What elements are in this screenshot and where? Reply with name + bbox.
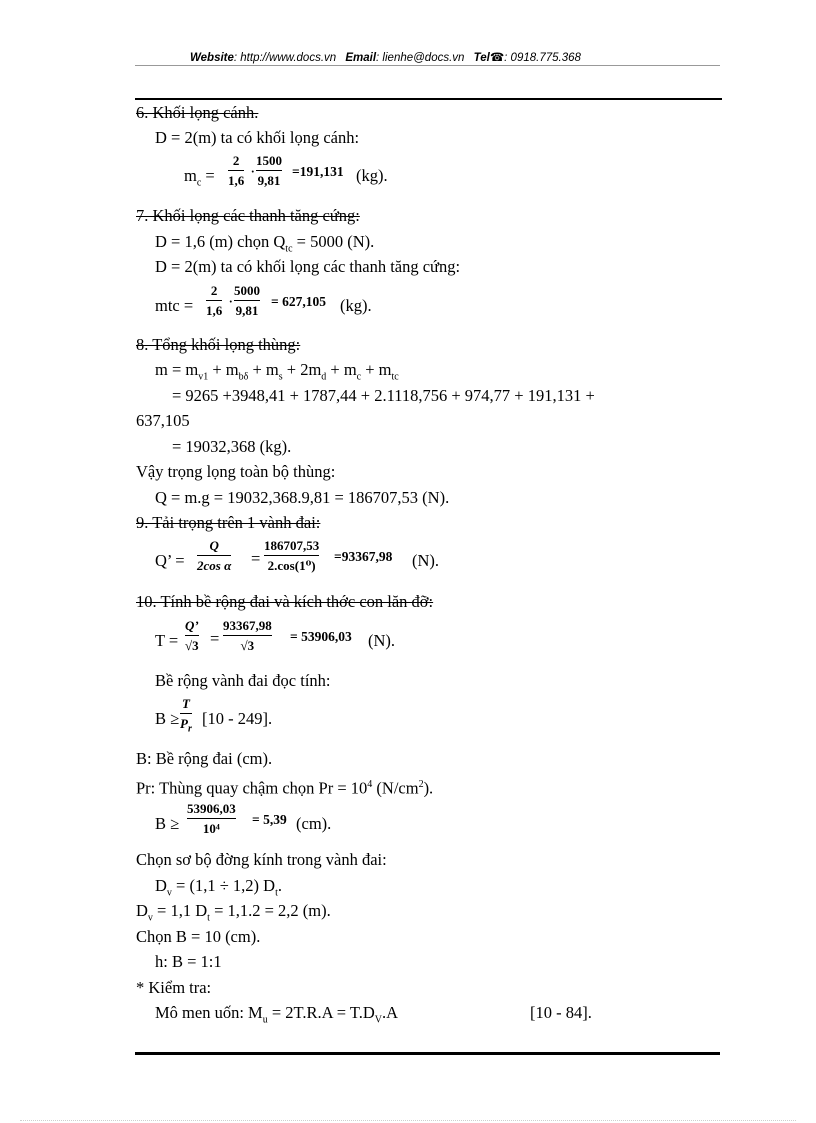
formula-b-ineq-frac: T $P_r$ xyxy=(180,696,192,735)
section-7-line-1: D = 1,6 (m) chọn $Q_{tc} = 5000$ (N). xyxy=(155,232,375,255)
section-8-heading: 8. Tổng khối lọng thùng: xyxy=(136,335,301,354)
formula-t-lhs: T = xyxy=(155,631,179,650)
formula-q-lhs: Q’ = xyxy=(155,551,185,570)
formula-mc-result: =191,131 xyxy=(292,164,344,179)
website-label: Website xyxy=(190,52,234,64)
formula-mtc-frac2: 5000 9,81 xyxy=(234,283,260,318)
section-10-ratio: h: B = 1:1 xyxy=(155,952,222,971)
page-header xyxy=(190,50,581,64)
formula-t-frac2: 93367,98 √3 xyxy=(223,618,272,653)
formula-q-result: =93367,98 xyxy=(334,549,393,564)
section-6-line: D = 2(m) ta có khối lọng cánh: xyxy=(155,128,360,147)
section-10-diameter-intro: Chọn sơ bộ đờng kính trong vành đai: xyxy=(136,850,387,869)
section-10-width-intro: Bề rộng vành đai đọc tính: xyxy=(155,671,331,690)
section-9-heading: 9. Tải trọng trên 1 vành đai: xyxy=(136,513,321,532)
formula-q-unit: (N). xyxy=(412,551,440,570)
section-10-b-def: B: Bề rộng đai (cm). xyxy=(136,749,273,768)
website-value: : http://www.docs.vn xyxy=(233,52,337,64)
section-8-values: = 9265 +3948,41 + 1787,44 + 2.1118,756 + 974,77 + 191,131 + xyxy=(172,386,595,405)
footer-rule xyxy=(135,1052,720,1055)
formula-mc-unit: (kg). xyxy=(356,166,388,185)
section-8-total: = 19032,368 (kg). xyxy=(172,437,292,456)
formula-t-eq: = xyxy=(210,629,220,648)
formula-mtc-dot: · xyxy=(228,292,234,311)
formula-b-val-result: = 5,39 xyxy=(252,812,287,827)
formula-t-result: = 53906,03 xyxy=(290,629,352,644)
section-10-dv-value: $D_v = 1,1$ $D_t = 1,1.2 = 2,2$ (m). xyxy=(136,901,331,924)
formula-t-frac1: Q’ √3 xyxy=(185,618,199,653)
formula-b-ineq-lhs: B ≥ xyxy=(155,709,180,728)
phone-icon: ☎ xyxy=(489,52,505,64)
section-10-check: * Kiểm tra: xyxy=(136,978,212,997)
formula-mc-dot: · xyxy=(250,162,256,181)
formula-mc-frac2: 1500 9,81 xyxy=(256,153,282,188)
section-6-heading: 6. Khối lọng cánh. xyxy=(136,103,259,122)
formula-q-frac1: Q 2cos α xyxy=(197,538,232,573)
section-7-line-2: D = 2(m) ta có khối lọng các thanh tăng cứng: xyxy=(155,257,461,276)
email-label: Email xyxy=(345,52,377,64)
formula-q-eq: = xyxy=(251,549,261,568)
formula-mtc-lhs: mtc = xyxy=(155,296,194,315)
header-rule-thin xyxy=(135,65,720,66)
formula-b-val-frac: 53906,03 10⁴ xyxy=(187,801,236,836)
section-10-pr: Pr: Thùng quay chậm chọn $Pr = 10^4$ $(N/cm^2)$. xyxy=(136,778,434,798)
section-8-sum: $m = m_{v1} + m_{b\delta} + m_s + 2m_d + m_c + m_{tc}$ xyxy=(155,360,399,383)
formula-b-ineq-ref: [10 - 249]. xyxy=(202,709,273,728)
page-edge-dotted xyxy=(20,1120,796,1121)
section-7-heading: 7. Khối lọng các thanh tăng cứng: xyxy=(136,206,360,225)
section-8-weight-intro: Vậy trọng lọng toàn bộ thùng: xyxy=(136,462,336,481)
formula-t-unit: (N). xyxy=(368,631,396,650)
formula-mtc-result: = 627,105 xyxy=(271,294,326,309)
section-8-weight: Q = m.g = 19032,368.9,81 = 186707,53 (N). xyxy=(155,488,450,507)
formula-q-frac2: 186707,53 2.cos(1⁰) xyxy=(264,538,320,573)
section-10-heading: 10. Tính bề rộng đai và kích thớc con lăn đỡ: xyxy=(136,592,434,611)
section-8-values-cont: 637,105 xyxy=(136,411,190,430)
formula-b-val-unit: (cm). xyxy=(296,814,332,833)
tel-label: Tel xyxy=(473,52,490,64)
section-10-moment: Mô men uốn: $M_u = 2T.R.A = T.D_V.A$ xyxy=(155,1003,399,1026)
formula-mtc-frac1: 2 1,6 xyxy=(206,283,223,318)
email-value: : lienhe@docs.vn xyxy=(376,52,465,64)
header-rule xyxy=(135,98,722,100)
section-10-moment-ref: [10 - 84]. xyxy=(530,1003,592,1022)
section-10-dv-range: $D_v = (1,1 \div 1,2)$ $D_t$. xyxy=(155,876,282,899)
formula-mc-lhs: $m_c$ = xyxy=(184,166,215,189)
formula-mtc-unit: (kg). xyxy=(340,296,372,315)
formula-mc-frac1: 2 1,6 xyxy=(228,153,245,188)
section-10-b-choice: Chọn B = 10 (cm). xyxy=(136,927,261,946)
tel-value: : 0918.775.368 xyxy=(504,52,581,64)
formula-b-val-lhs: B ≥ xyxy=(155,814,180,833)
